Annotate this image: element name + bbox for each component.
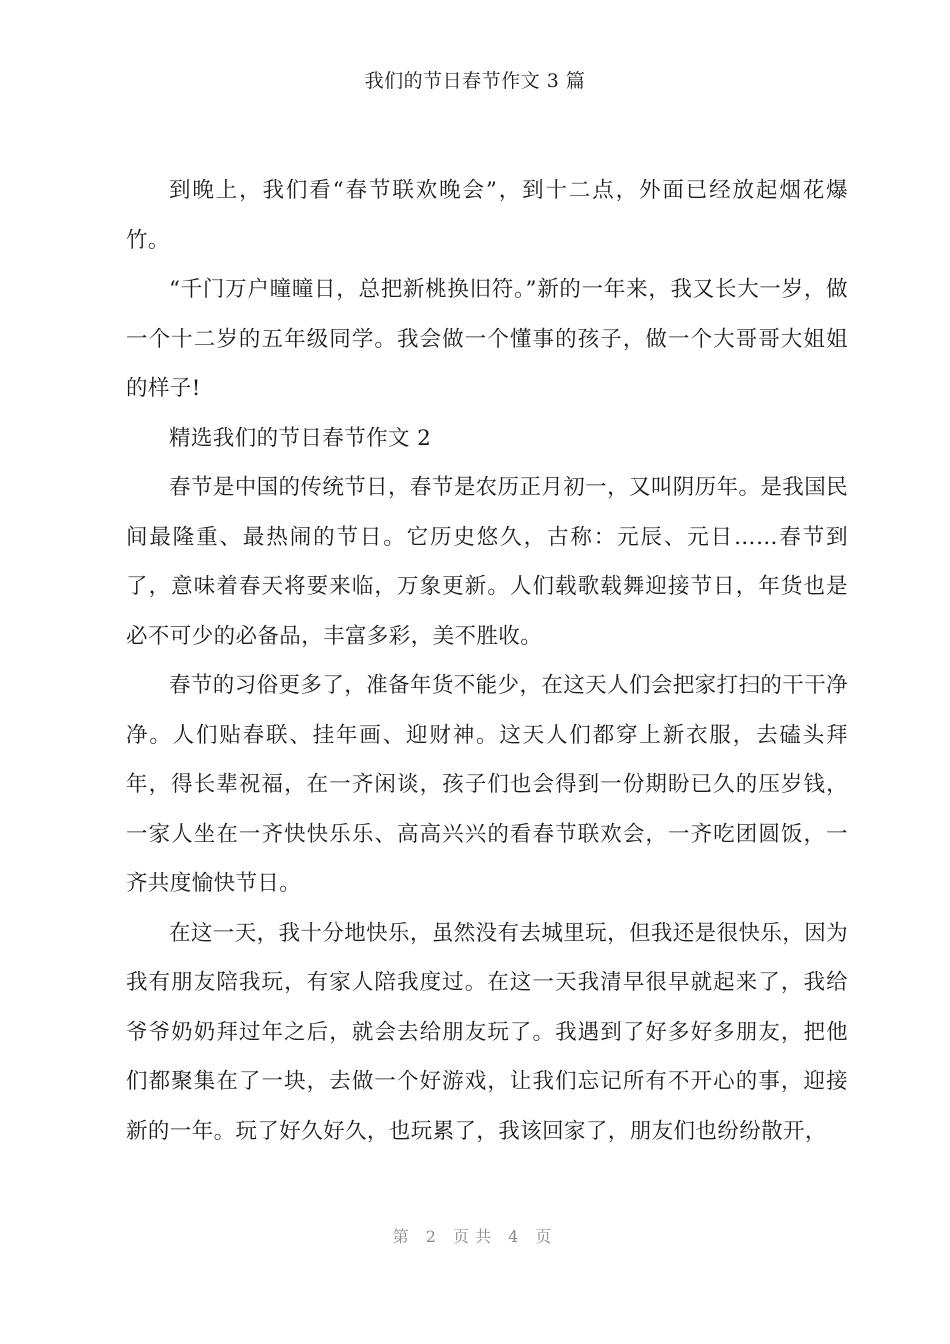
- section-heading: 精选我们的节日春节作文 2: [169, 425, 432, 451]
- paragraph: 春节的习俗更多了，准备年货不能少，在这天人们会把家打扫的干干净净。人们贴春联、挂年画、迎财神。这天人们都穿上新衣服，去磕头拜年，得长辈祝福，在一齐闲谈，孩子们也会得到一份期盼已久的压岁钱，一家人坐在一齐快快乐乐、高高兴兴的看春节联欢会，一齐吃团圆饭，一齐共度愉快节日。: [126, 673, 848, 896]
- paragraph: “千门万户曈曈日，总把新桃换旧符。”新的一年来，我又长大一岁，做一个十二岁的五年级同学。我会做一个懂事的孩子，做一个大哥哥大姐姐的样子!: [126, 277, 848, 401]
- document-title: 我们的节日春节作文 3 篇: [364, 70, 586, 92]
- paragraph: 到晚上，我们看“春节联欢晚会”，到十二点，外面已经放起烟花爆竹。: [126, 178, 848, 253]
- paragraph: 春节是中国的传统节日，春节是农历正月初一，又叫阴历年。是我国民间最隆重、最热闹的节日。它历史悠久，古称：元辰、元日……春节到了，意味着春天将要来临，万象更新。人们载歌载舞迎接节日，年货也是必不可少的必备品，丰富多彩，美不胜收。: [126, 475, 848, 649]
- document-body: [126, 166, 848, 1156]
- paragraph: 在这一天，我十分地快乐，虽然没有去城里玩，但我还是很快乐，因为我有朋友陪我玩，有家人陪我度过。在这一天我清早很早就起来了，我给爷爷奶奶拜过年之后，就会去给朋友玩了。我遇到了好多好多朋友，把他们都聚集在了一块，去做一个好游戏，让我们忘记所有不开心的事，迎接新的一年。玩了好久好久，也玩累了，我该回家了，朋友们也纷纷散开，: [126, 920, 848, 1144]
- page-footer: 第 2 页共 4 页: [392, 1227, 558, 1246]
